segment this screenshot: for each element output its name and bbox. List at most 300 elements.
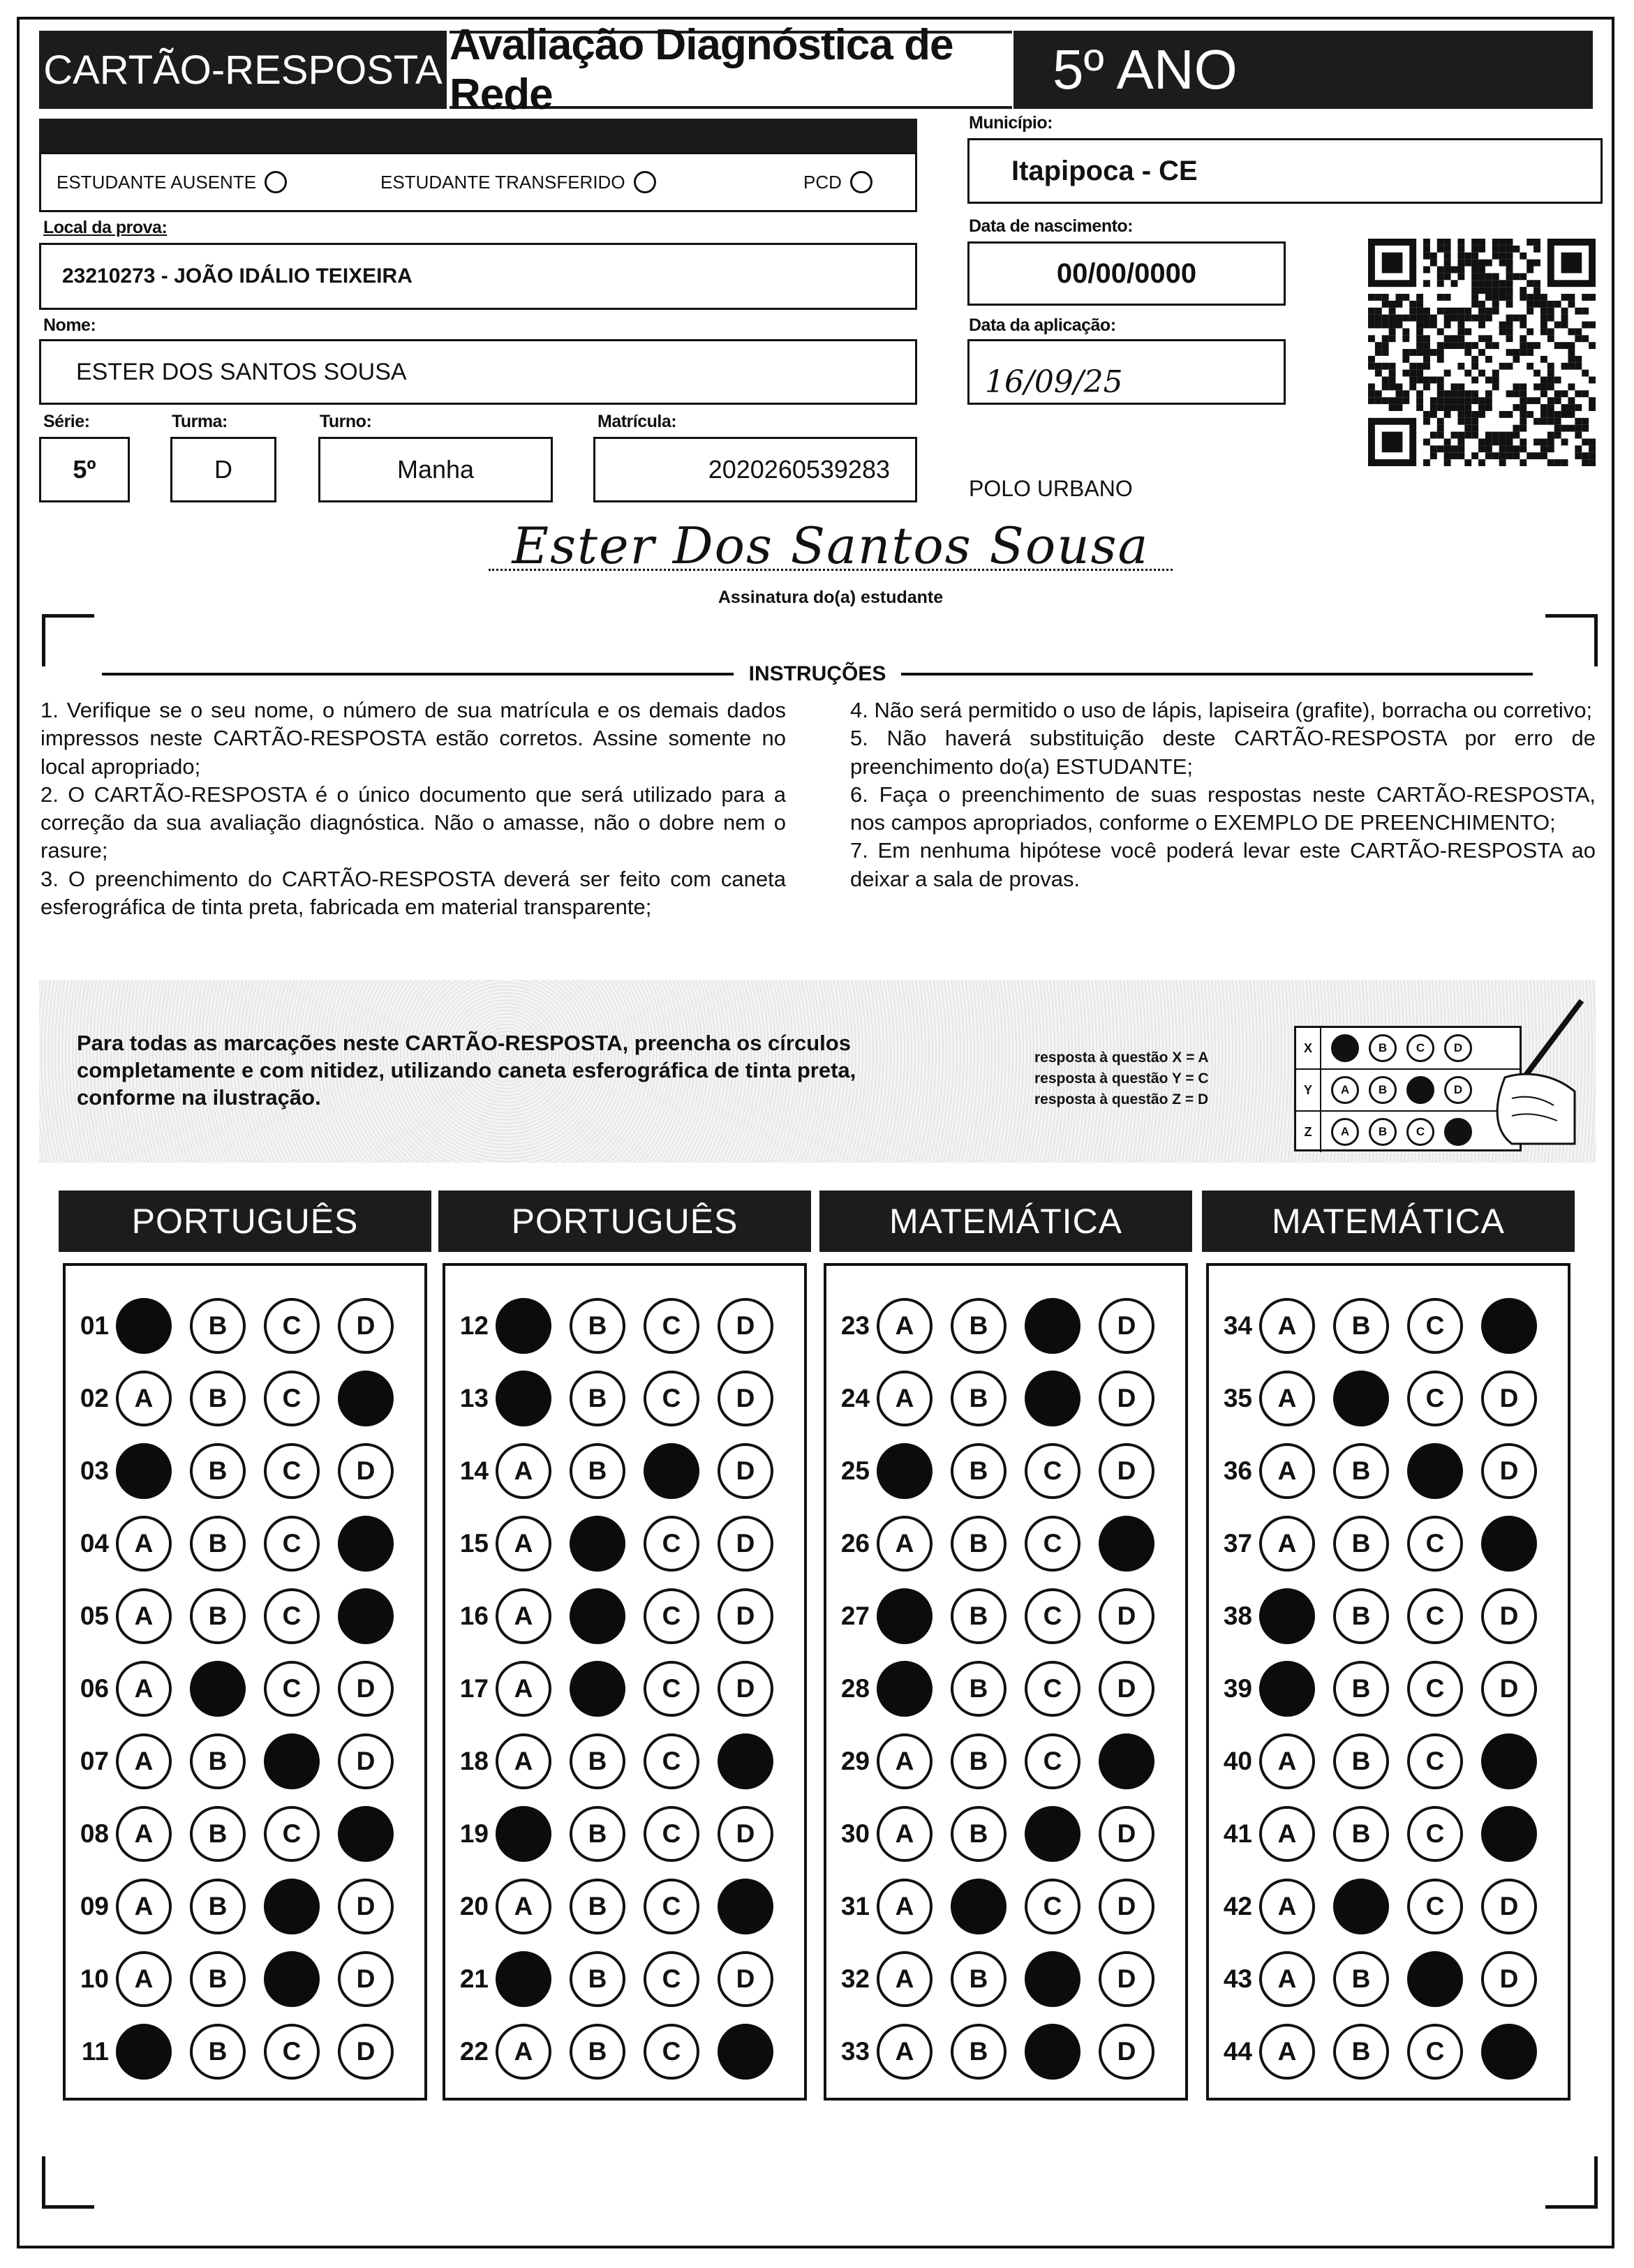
answer-bubble-d[interactable]: D bbox=[338, 1879, 394, 1934]
answer-box bbox=[1206, 1263, 1570, 2101]
aplicacao-label: Data da aplicação: bbox=[969, 315, 1116, 335]
answer-bubble-d[interactable] bbox=[1481, 1733, 1537, 1789]
answer-bubble-b[interactable]: B bbox=[951, 1806, 1007, 1862]
answer-row bbox=[1213, 1516, 1555, 1572]
answer-row bbox=[450, 1588, 792, 1644]
instruction-7: 7. Em nenhuma hipótese você poderá levar este CARTÃO-RESPOSTA ao deixar a sala de provas. bbox=[850, 838, 1596, 891]
answer-bubble-d[interactable] bbox=[718, 1879, 773, 1934]
question-number: 19 bbox=[459, 1819, 489, 1848]
answer-bubble-a[interactable]: A bbox=[116, 1661, 172, 1717]
instruction-1: 1. Verifique se o seu nome, o número de sua matrícula e os demais dados impressos neste CARTÃO-RESPOSTA estão corretos. Assine somente no local apropriado; bbox=[40, 698, 786, 779]
answer-row bbox=[70, 1733, 412, 1789]
answer-bubble-d[interactable] bbox=[718, 1733, 773, 1789]
answer-bubble-b[interactable]: B bbox=[190, 1516, 246, 1572]
answer-bubble-b[interactable]: B bbox=[1333, 1733, 1389, 1789]
answer-bubble-c[interactable]: C bbox=[264, 1298, 320, 1354]
answer-bubble-b[interactable]: B bbox=[951, 1371, 1007, 1426]
signature-area[interactable] bbox=[489, 516, 1173, 579]
answer-bubble-d[interactable] bbox=[338, 1588, 394, 1644]
question-number: 44 bbox=[1223, 2037, 1252, 2066]
answer-row bbox=[831, 1806, 1173, 1862]
answer-row bbox=[1213, 1661, 1555, 1717]
example-caption-y: resposta à questão Y = C bbox=[1034, 1070, 1209, 1087]
question-number: 26 bbox=[840, 1529, 870, 1558]
example-caption-x: resposta à questão X = A bbox=[1034, 1050, 1209, 1066]
answer-bubble-d[interactable]: D bbox=[718, 1588, 773, 1644]
answer-bubble-c[interactable]: C bbox=[1025, 1733, 1080, 1789]
answer-bubble-c[interactable]: C bbox=[1407, 1298, 1463, 1354]
answer-row bbox=[1213, 1879, 1555, 1934]
answer-bubble-d[interactable] bbox=[1481, 1298, 1537, 1354]
answer-bubble-d[interactable]: D bbox=[338, 1443, 394, 1499]
answer-bubble-b[interactable]: B bbox=[951, 1733, 1007, 1789]
pen-hand-icon bbox=[1470, 994, 1596, 1147]
example-bubble: B bbox=[1369, 1034, 1397, 1062]
answer-box bbox=[63, 1263, 427, 2101]
answer-bubble-c[interactable] bbox=[1025, 1298, 1080, 1354]
example-bubble: D bbox=[1444, 1034, 1472, 1062]
answer-bubble-c[interactable] bbox=[1407, 1443, 1463, 1499]
answer-bubble-a[interactable]: A bbox=[877, 1733, 933, 1789]
answer-bubble-d[interactable] bbox=[1099, 1516, 1154, 1572]
answer-bubble-c[interactable]: C bbox=[264, 1588, 320, 1644]
answer-bubble-d[interactable] bbox=[338, 1371, 394, 1426]
question-number: 39 bbox=[1223, 1674, 1252, 1703]
answer-bubble-a[interactable]: A bbox=[1259, 1371, 1315, 1426]
answer-bubble-a[interactable] bbox=[496, 1371, 551, 1426]
question-number: 41 bbox=[1223, 1819, 1252, 1848]
card-label: CARTÃO-RESPOSTA bbox=[39, 31, 447, 109]
status-box bbox=[39, 152, 917, 212]
nascimento-label: Data de nascimento: bbox=[969, 216, 1134, 236]
turno-field: Manha bbox=[318, 437, 553, 502]
question-number: 02 bbox=[80, 1384, 109, 1412]
answer-row bbox=[450, 1951, 792, 2007]
answer-bubble-b[interactable]: B bbox=[951, 1661, 1007, 1717]
answer-bubble-c[interactable] bbox=[1025, 2024, 1080, 2080]
answer-bubble-c[interactable]: C bbox=[264, 1443, 320, 1499]
answer-bubble-b[interactable]: B bbox=[1333, 1298, 1389, 1354]
exam-title: Avaliação Diagnóstica de Rede bbox=[450, 31, 1012, 109]
answer-row bbox=[831, 1733, 1173, 1789]
answer-bubble-c[interactable]: C bbox=[264, 1661, 320, 1717]
turma-field: D bbox=[170, 437, 276, 502]
answer-bubble-a[interactable]: A bbox=[1259, 1879, 1315, 1934]
answer-bubble-c[interactable]: C bbox=[644, 1588, 699, 1644]
answer-bubble-a[interactable] bbox=[877, 1588, 933, 1644]
answer-box bbox=[443, 1263, 807, 2101]
answer-bubble-c[interactable] bbox=[1025, 1371, 1080, 1426]
answer-bubble-c[interactable]: C bbox=[264, 1516, 320, 1572]
status-pcd-label: PCD bbox=[803, 171, 842, 193]
answer-row bbox=[450, 1661, 792, 1717]
question-number: 29 bbox=[840, 1747, 870, 1775]
answer-bubble-d[interactable]: D bbox=[718, 1371, 773, 1426]
status-pcd-bubble[interactable] bbox=[850, 171, 872, 193]
question-number: 23 bbox=[840, 1311, 870, 1340]
answer-bubble-a[interactable]: A bbox=[877, 1371, 933, 1426]
answer-bubble-c[interactable] bbox=[264, 1879, 320, 1934]
answer-bubble-b[interactable]: B bbox=[1333, 1661, 1389, 1717]
question-number: 05 bbox=[80, 1602, 109, 1630]
answer-bubble-d[interactable]: D bbox=[718, 1661, 773, 1717]
answer-bubble-d[interactable]: D bbox=[1099, 2024, 1154, 2080]
answer-bubble-b[interactable]: B bbox=[1333, 1443, 1389, 1499]
answer-bubble-a[interactable]: A bbox=[496, 1733, 551, 1789]
question-number: 07 bbox=[80, 1747, 109, 1775]
question-number: 06 bbox=[80, 1674, 109, 1703]
section-title: PORTUGUÊS bbox=[59, 1191, 431, 1252]
answer-bubble-c[interactable]: C bbox=[644, 1733, 699, 1789]
answer-row bbox=[1213, 1806, 1555, 1862]
answer-bubble-d[interactable]: D bbox=[1099, 1588, 1154, 1644]
example-bubble: D bbox=[1444, 1076, 1472, 1104]
answer-bubble-b[interactable]: B bbox=[1333, 1588, 1389, 1644]
answer-row bbox=[450, 1443, 792, 1499]
answer-bubble-b[interactable]: B bbox=[190, 1371, 246, 1426]
answer-bubble-c[interactable]: C bbox=[644, 1806, 699, 1862]
answer-bubble-d[interactable]: D bbox=[718, 1806, 773, 1862]
question-number: 31 bbox=[840, 1892, 870, 1920]
question-number: 42 bbox=[1223, 1892, 1252, 1920]
answer-bubble-c[interactable]: C bbox=[264, 1371, 320, 1426]
answer-bubble-c[interactable]: C bbox=[264, 2024, 320, 2080]
answer-bubble-d[interactable]: D bbox=[1099, 1371, 1154, 1426]
answer-bubble-d[interactable]: D bbox=[1481, 1879, 1537, 1934]
answer-row bbox=[70, 1298, 412, 1354]
answer-row bbox=[70, 1371, 412, 1426]
answer-bubble-b[interactable]: B bbox=[1333, 1951, 1389, 2007]
answer-row bbox=[450, 1879, 792, 1934]
answer-bubble-c[interactable]: C bbox=[1407, 1879, 1463, 1934]
answer-row bbox=[831, 1516, 1173, 1572]
answer-bubble-b[interactable]: B bbox=[1333, 1516, 1389, 1572]
answer-bubble-d[interactable] bbox=[1481, 1806, 1537, 1862]
answer-bubble-b[interactable]: B bbox=[570, 1443, 625, 1499]
answer-bubble-c[interactable]: C bbox=[1025, 1516, 1080, 1572]
question-number: 12 bbox=[459, 1311, 489, 1340]
answer-bubble-d[interactable] bbox=[1481, 1516, 1537, 1572]
answer-row bbox=[831, 1661, 1173, 1717]
example-bubble: C bbox=[1406, 1118, 1434, 1146]
answer-row bbox=[70, 1661, 412, 1717]
answer-bubble-a[interactable]: A bbox=[1259, 1951, 1315, 2007]
answer-bubble-d[interactable]: D bbox=[1481, 1588, 1537, 1644]
answer-bubble-b[interactable]: B bbox=[570, 1806, 625, 1862]
answer-bubble-c[interactable]: C bbox=[644, 1661, 699, 1717]
local-field: 23210273 - JOÃO IDÁLIO TEIXEIRA bbox=[39, 243, 917, 310]
question-number: 18 bbox=[459, 1747, 489, 1775]
answer-bubble-a[interactable]: A bbox=[496, 1516, 551, 1572]
answer-bubble-b[interactable] bbox=[951, 1879, 1007, 1934]
answer-bubble-c[interactable]: C bbox=[644, 1371, 699, 1426]
instruction-3: 3. O preenchimento do CARTÃO-RESPOSTA deverá ser feito com caneta esferográfica de tinta preta, fabricada em material transparente; bbox=[40, 866, 786, 920]
status-transferred-bubble[interactable] bbox=[634, 171, 656, 193]
answer-bubble-b[interactable] bbox=[190, 1661, 246, 1717]
answer-bubble-d[interactable]: D bbox=[338, 1661, 394, 1717]
question-number: 28 bbox=[840, 1674, 870, 1703]
answer-bubble-a[interactable] bbox=[116, 1298, 172, 1354]
answer-bubble-a[interactable] bbox=[1259, 1588, 1315, 1644]
status-absent-label: ESTUDANTE AUSENTE bbox=[57, 171, 257, 193]
answer-row bbox=[450, 2024, 792, 2080]
answer-bubble-d[interactable]: D bbox=[1481, 1951, 1537, 2007]
question-number: 37 bbox=[1223, 1529, 1252, 1558]
answer-bubble-d[interactable]: D bbox=[718, 1443, 773, 1499]
status-absent[interactable] bbox=[57, 171, 287, 193]
name-field: ESTER DOS SANTOS SOUSA bbox=[39, 339, 917, 405]
answer-bubble-b[interactable]: B bbox=[190, 1879, 246, 1934]
answer-bubble-c[interactable] bbox=[1407, 1951, 1463, 2007]
answer-bubble-c[interactable]: C bbox=[1407, 1371, 1463, 1426]
answer-bubble-a[interactable]: A bbox=[116, 1516, 172, 1572]
question-number: 21 bbox=[459, 1964, 489, 1993]
answer-bubble-d[interactable]: D bbox=[1099, 1443, 1154, 1499]
answer-bubble-b[interactable]: B bbox=[190, 1443, 246, 1499]
answer-bubble-b[interactable]: B bbox=[190, 2024, 246, 2080]
answer-bubble-a[interactable]: A bbox=[496, 2024, 551, 2080]
answer-bubble-c[interactable]: C bbox=[1407, 1588, 1463, 1644]
corner-mark-bottom-left bbox=[42, 2156, 94, 2209]
answer-bubble-b[interactable] bbox=[570, 1516, 625, 1572]
status-pcd[interactable] bbox=[803, 171, 872, 193]
answer-row bbox=[1213, 1371, 1555, 1426]
answer-row bbox=[450, 1298, 792, 1354]
municipio-field: Itapipoca - CE bbox=[967, 138, 1603, 204]
polo-label: POLO URBANO bbox=[969, 476, 1133, 501]
example-bubble bbox=[1331, 1034, 1359, 1062]
answer-bubble-c[interactable]: C bbox=[1025, 1588, 1080, 1644]
answer-bubble-a[interactable] bbox=[496, 1806, 551, 1862]
answer-bubble-a[interactable]: A bbox=[1259, 1806, 1315, 1862]
answer-bubble-c[interactable]: C bbox=[1407, 1806, 1463, 1862]
answer-bubble-a[interactable]: A bbox=[496, 1588, 551, 1644]
answer-bubble-a[interactable]: A bbox=[116, 1371, 172, 1426]
status-absent-bubble[interactable] bbox=[265, 171, 287, 193]
answer-bubble-a[interactable] bbox=[877, 1661, 933, 1717]
answer-bubble-a[interactable]: A bbox=[877, 2024, 933, 2080]
answer-bubble-a[interactable]: A bbox=[877, 1806, 933, 1862]
answer-bubble-a[interactable]: A bbox=[116, 1806, 172, 1862]
answer-bubble-b[interactable]: B bbox=[190, 1298, 246, 1354]
example-row-label: Y bbox=[1296, 1070, 1321, 1110]
example-bubble: B bbox=[1369, 1118, 1397, 1146]
answer-bubble-a[interactable]: A bbox=[877, 1516, 933, 1572]
answer-bubble-a[interactable]: A bbox=[496, 1443, 551, 1499]
question-number: 25 bbox=[840, 1456, 870, 1485]
answer-bubble-b[interactable]: B bbox=[190, 1588, 246, 1644]
question-number: 20 bbox=[459, 1892, 489, 1920]
answer-bubble-b[interactable]: B bbox=[951, 1298, 1007, 1354]
answer-bubble-c[interactable]: C bbox=[1025, 1443, 1080, 1499]
answer-bubble-d[interactable]: D bbox=[338, 1951, 394, 2007]
answer-bubble-d[interactable] bbox=[718, 2024, 773, 2080]
answer-bubble-d[interactable]: D bbox=[1099, 1661, 1154, 1717]
answer-bubble-c[interactable]: C bbox=[644, 1951, 699, 2007]
turma-label: Turma: bbox=[172, 412, 228, 431]
answer-row bbox=[831, 1879, 1173, 1934]
answer-bubble-d[interactable] bbox=[338, 1516, 394, 1572]
answer-bubble-b[interactable]: B bbox=[951, 1443, 1007, 1499]
answer-bubble-d[interactable]: D bbox=[718, 1516, 773, 1572]
answer-bubble-d[interactable]: D bbox=[338, 2024, 394, 2080]
corner-mark-top-right bbox=[1545, 614, 1598, 666]
answer-bubble-d[interactable]: D bbox=[1099, 1806, 1154, 1862]
instruction-4: 4. Não será permitido o uso de lápis, lapiseira (grafite), borracha ou corretivo; bbox=[850, 698, 1593, 722]
answer-bubble-c[interactable]: C bbox=[644, 1298, 699, 1354]
aplicacao-field[interactable]: 16/09/25 bbox=[967, 339, 1286, 405]
answer-bubble-d[interactable]: D bbox=[1481, 1371, 1537, 1426]
answer-bubble-b[interactable] bbox=[1333, 1879, 1389, 1934]
answer-bubble-b[interactable]: B bbox=[570, 1951, 625, 2007]
answer-bubble-a[interactable]: A bbox=[116, 1588, 172, 1644]
answer-bubble-a[interactable]: A bbox=[1259, 1516, 1315, 1572]
answer-bubble-c[interactable] bbox=[1025, 1951, 1080, 2007]
question-number: 24 bbox=[840, 1384, 870, 1412]
answer-bubble-a[interactable] bbox=[877, 1443, 933, 1499]
answer-bubble-d[interactable]: D bbox=[1099, 1879, 1154, 1934]
question-number: 01 bbox=[80, 1311, 109, 1340]
answer-bubble-d[interactable]: D bbox=[1099, 1951, 1154, 2007]
answer-bubble-c[interactable]: C bbox=[1407, 1516, 1463, 1572]
turno-label: Turno: bbox=[320, 412, 372, 431]
answer-bubble-a[interactable]: A bbox=[877, 1298, 933, 1354]
answer-row bbox=[1213, 1733, 1555, 1789]
answer-row bbox=[450, 1371, 792, 1426]
instructions-right bbox=[850, 696, 1596, 893]
answer-bubble-c[interactable] bbox=[644, 1443, 699, 1499]
answer-row bbox=[70, 2024, 412, 2080]
answer-bubble-d[interactable]: D bbox=[1481, 1443, 1537, 1499]
question-number: 27 bbox=[840, 1602, 870, 1630]
serie-label: Série: bbox=[43, 412, 90, 431]
answer-bubble-a[interactable]: A bbox=[496, 1879, 551, 1934]
instruction-6: 6. Faça o preenchimento de suas respostas neste CARTÃO-RESPOSTA, nos campos apropriados, conforme o EXEMPLO DE PREENCHIMENTO; bbox=[850, 782, 1596, 835]
answer-bubble-d[interactable] bbox=[1481, 2024, 1537, 2080]
answer-bubble-c[interactable] bbox=[1025, 1806, 1080, 1862]
answer-bubble-a[interactable]: A bbox=[1259, 1733, 1315, 1789]
answer-bubble-a[interactable] bbox=[116, 2024, 172, 2080]
status-transferred[interactable] bbox=[380, 171, 656, 193]
corner-mark-bottom-right bbox=[1545, 2156, 1598, 2209]
answer-bubble-d[interactable]: D bbox=[338, 1298, 394, 1354]
answer-bubble-a[interactable]: A bbox=[1259, 2024, 1315, 2080]
question-number: 40 bbox=[1223, 1747, 1252, 1775]
corner-mark-top-left bbox=[42, 614, 94, 666]
answer-row bbox=[1213, 1443, 1555, 1499]
answer-bubble-c[interactable]: C bbox=[644, 2024, 699, 2080]
answer-bubble-c[interactable]: C bbox=[1407, 1733, 1463, 1789]
answer-bubble-c[interactable]: C bbox=[644, 1879, 699, 1934]
question-number: 11 bbox=[81, 2037, 109, 2066]
matricula-field: 2020260539283 bbox=[593, 437, 917, 502]
answer-bubble-b[interactable]: B bbox=[190, 1806, 246, 1862]
answer-bubble-d[interactable]: D bbox=[718, 1298, 773, 1354]
answer-bubble-b[interactable]: B bbox=[951, 1588, 1007, 1644]
answer-bubble-a[interactable] bbox=[1259, 1661, 1315, 1717]
answer-bubble-a[interactable]: A bbox=[1259, 1443, 1315, 1499]
answer-bubble-b[interactable]: B bbox=[951, 1516, 1007, 1572]
name-label: Nome: bbox=[43, 315, 96, 335]
question-number: 43 bbox=[1223, 1964, 1252, 1993]
answer-bubble-c[interactable] bbox=[264, 1951, 320, 2007]
answer-row bbox=[831, 1443, 1173, 1499]
answer-bubble-a[interactable]: A bbox=[1259, 1298, 1315, 1354]
answer-bubble-a[interactable]: A bbox=[116, 1879, 172, 1934]
answer-bubble-b[interactable]: B bbox=[570, 1879, 625, 1934]
example-caption-z: resposta à questão Z = D bbox=[1034, 1091, 1209, 1107]
instructions-rule-left bbox=[102, 673, 734, 676]
answer-row bbox=[1213, 1951, 1555, 2007]
answer-bubble-b[interactable]: B bbox=[951, 2024, 1007, 2080]
answer-row bbox=[831, 1371, 1173, 1426]
question-number: 22 bbox=[459, 2037, 489, 2066]
answer-row bbox=[831, 1951, 1173, 2007]
question-number: 08 bbox=[80, 1819, 109, 1848]
answer-row bbox=[831, 1588, 1173, 1644]
fill-example bbox=[39, 980, 1596, 1163]
answer-bubble-c[interactable] bbox=[264, 1733, 320, 1789]
fill-example-text: Para todas as marcações neste CARTÃO-RESPOSTA, preencha os círculos completamente e com nitidez, utilizando caneta esferográfica de tinta preta, conforme na ilustração. bbox=[77, 1031, 856, 1110]
answer-bubble-c[interactable]: C bbox=[264, 1806, 320, 1862]
answer-bubble-b[interactable]: B bbox=[1333, 2024, 1389, 2080]
answer-bubble-a[interactable] bbox=[496, 1951, 551, 2007]
question-number: 30 bbox=[840, 1819, 870, 1848]
answer-bubble-a[interactable] bbox=[116, 1443, 172, 1499]
answer-bubble-c[interactable]: C bbox=[1407, 1661, 1463, 1717]
answer-bubble-c[interactable]: C bbox=[644, 1516, 699, 1572]
answer-bubble-d[interactable] bbox=[338, 1806, 394, 1862]
answer-bubble-d[interactable]: D bbox=[718, 1951, 773, 2007]
answer-bubble-a[interactable]: A bbox=[496, 1661, 551, 1717]
municipio-label: Município: bbox=[969, 113, 1053, 133]
answer-bubble-a[interactable] bbox=[496, 1298, 551, 1354]
answer-bubble-b[interactable]: B bbox=[570, 1733, 625, 1789]
answer-bubble-d[interactable]: D bbox=[1481, 1661, 1537, 1717]
answer-bubble-c[interactable]: C bbox=[1407, 2024, 1463, 2080]
answer-row bbox=[450, 1733, 792, 1789]
answer-bubble-c[interactable]: C bbox=[1025, 1879, 1080, 1934]
answer-bubble-b[interactable] bbox=[570, 1661, 625, 1717]
question-number: 15 bbox=[459, 1529, 489, 1558]
answer-bubble-b[interactable]: B bbox=[1333, 1806, 1389, 1862]
answer-bubble-b[interactable] bbox=[570, 1588, 625, 1644]
answer-row bbox=[70, 1516, 412, 1572]
answer-bubble-b[interactable]: B bbox=[951, 1951, 1007, 2007]
answer-bubble-a[interactable]: A bbox=[877, 1879, 933, 1934]
answer-bubble-b[interactable]: B bbox=[570, 1371, 625, 1426]
answer-bubble-a[interactable]: A bbox=[877, 1951, 933, 2007]
answer-bubble-c[interactable]: C bbox=[1025, 1661, 1080, 1717]
question-number: 14 bbox=[459, 1456, 489, 1485]
answer-bubble-a[interactable]: A bbox=[116, 1733, 172, 1789]
signature-label: Assinatura do(a) estudante bbox=[718, 588, 944, 607]
answer-bubble-b[interactable] bbox=[1333, 1371, 1389, 1426]
answer-bubble-a[interactable]: A bbox=[116, 1951, 172, 2007]
instructions-left bbox=[40, 696, 786, 921]
example-bubble: A bbox=[1331, 1118, 1359, 1146]
answer-bubble-b[interactable]: B bbox=[570, 1298, 625, 1354]
instructions-title: INSTRUÇÕES bbox=[748, 662, 886, 685]
answer-bubble-d[interactable]: D bbox=[1099, 1298, 1154, 1354]
answer-bubble-b[interactable]: B bbox=[190, 1733, 246, 1789]
answer-bubble-d[interactable] bbox=[1099, 1733, 1154, 1789]
answer-bubble-b[interactable]: B bbox=[190, 1951, 246, 2007]
answer-bubble-b[interactable]: B bbox=[570, 2024, 625, 2080]
answer-row bbox=[1213, 2024, 1555, 2080]
answer-bubble-d[interactable]: D bbox=[338, 1733, 394, 1789]
example-row-label: X bbox=[1296, 1028, 1321, 1068]
